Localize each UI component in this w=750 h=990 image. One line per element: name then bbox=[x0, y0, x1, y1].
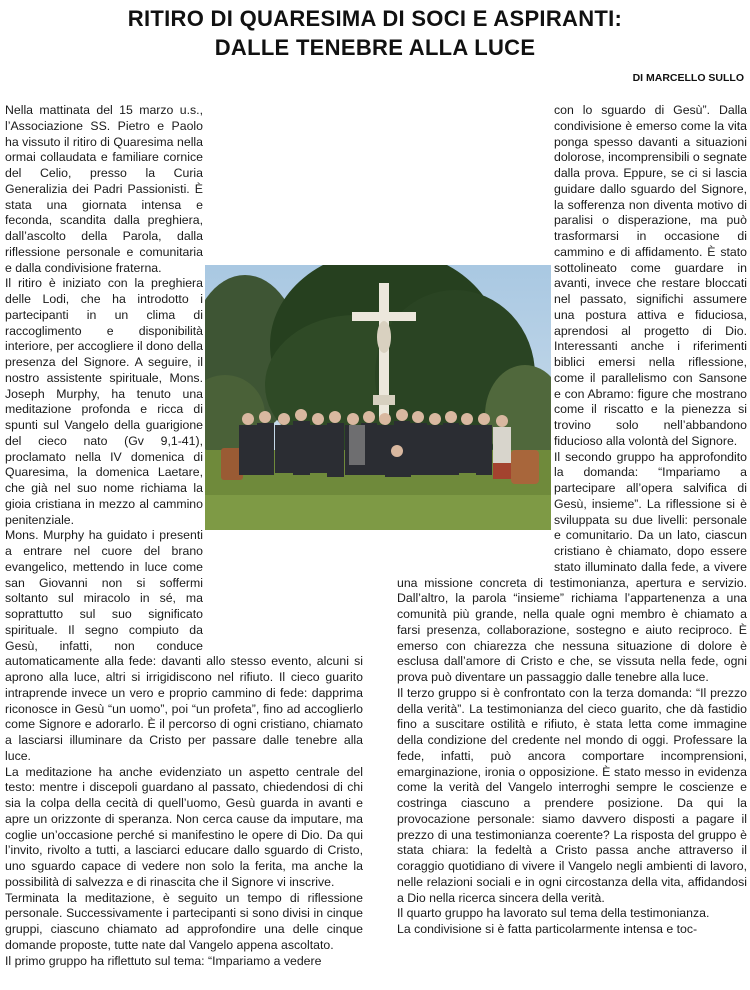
paragraph: Il terzo gruppo si è confrontato con la terza domanda: “Il prezzo della verità”. La testimonianza del cieco guarito, che dà fastidio fino a suscitare ostilità e rifiuto, è stata letta come immagine della condizione del credente nel mondo di oggi. Professare la fede, infatti, può ancora comportare incomprensioni, emarginazione, ironia o opposizione. È stato messo in evidenza come la verità del Vangelo interroghi sempre le coscienze e costringa ciascuno a prendere posizione. Da qui la provocazione personale: siamo davvero disposti a pagare il prezzo di una testimonianza coerente? La risposta del gruppo è stata chiara: la fedeltà a Cristo passa anche attraverso il coraggio quotidiano di vivere il Vangelo negli ambienti di lavoro, nelle relazioni sociali e in ogni circostanza della vita, affidandosi a Dio nella ricerca sincera della verità. bbox=[397, 685, 747, 905]
paragraph: Il ritiro è iniziato con la preghiera delle Lodi, che ha introdotto i partecipanti in un clima di raccoglimento e disponibilità interiore, per accogliere il dono della presenza del Signore. A seguire, il nostro assistente spirituale, Mons. Joseph Murphy, ha tenuto una meditazione profonda e ricca di spunti sul Vangelo della guarigione del cieco nato (Gv 9,1-41), proclamato nella IV domenica di Quaresima, la domenica Laetare, che già nel suo nome richiama la gioia cristiana in mezzo al cammino penitenziale. bbox=[5, 276, 203, 527]
paragraph: Nella mattinata del 15 marzo u.s., l’Associazione SS. Pietro e Paolo ha vissuto il ritiro di Quaresima nella ormai collaudata e familiare cornice del Celio, presso la Curia Generalizia dei Padri Passionisti. È stata una giornata intensa e feconda, scandita dalla preghiera, dall’ascolto della Parola, dalla riflessione personale e comunitaria e dalla condivisione fraterna. bbox=[5, 103, 203, 275]
paragraph: Il quarto gruppo ha lavorato sul tema della testimonianza. bbox=[397, 906, 710, 921]
paragraph: Il primo gruppo ha riflettuto sul tema: “Impariamo a vedere bbox=[5, 953, 322, 968]
paragraph: La meditazione ha anche evidenziato un aspetto centrale del testo: mentre i discepoli guardano al passato, chiedendosi di chi sia la colpa della cecità di quell’uomo, Gesù guarda in avanti e apre un orizzonte di speranza. Non cerca cause da imputare, ma coglie un’occasione perché si manifestino le opere di Dio. Da qui l’invito, rivolto a tutti, a lasciarci educare dallo sguardo di Cristo, uno sguardo capace di vedere non solo la ferita, ma anche la possibilità di salvezza e di rinascita che il Signore vi inscrive. bbox=[5, 764, 363, 889]
group-photo-illustration bbox=[205, 265, 551, 530]
paragraph: Il secondo gruppo ha approfondito la domanda: “Impariamo a partecipare all’opera salvifica di Gesù, insieme”. La riflessione si è sviluppata su due livelli: personale e comunitario. Da un lato, ciascun cristiano è chiamato, dopo essere stato illuminato dalla fede, a vivere una missione concreta di testimonianza, apertura e servizio. Dall’altro, la parola “insieme” richiama l’appartenenza a una comunità più grande, nella quale ogni membro è chiamato a farsi presenza, collaborazione, sostegno e aiuto reciproco. È emerso con chiarezza che nessuna situazione di dolore è esclusa dall’amore di Cristo e che, se vissuta nella fede, ogni prova può diventare un passaggio dalle tenebre alla luce. bbox=[397, 449, 747, 684]
article-title-line-2: DALLE TENEBRE ALLA LUCE bbox=[214, 35, 536, 60]
article-byline: DI MARCELLO SULLO bbox=[632, 72, 744, 84]
left-text-column bbox=[5, 103, 363, 969]
group-photo bbox=[205, 265, 551, 530]
article-title-line-1: RITIRO DI QUARESIMA DI SOCI E ASPIRANTI: bbox=[127, 6, 623, 31]
paragraph: con lo sguardo di Gesù”. Dalla condivisione è emerso come la vita ponga spesso davanti a situazioni dolorose, incomprensibili o segnate dalla prova. Eppure, se ci si lascia guidare dallo sguardo del Signore, la sofferenza non diventa motivo di paralisi o disperazione, ma può trasformarsi in occasione di cammino e di affidamento. È stato sottolineato come guardare in avanti, invece che restare bloccati nel passato, significhi assumere una postura attiva e fiduciosa, aprendosi al progetto di Dio. Interessanti anche i riferimenti biblici emersi nella riflessione, come il parallelismo con Sansone e con Abramo: figure che mostrano come il riscatto e la pienezza si trovino solo nell’abbandono fiducioso alla volontà del Signore. bbox=[554, 103, 747, 448]
paragraph: La condivisione si è fatta particolarmente intensa e toc- bbox=[397, 922, 698, 936]
paragraph: Mons. Murphy ha guidato i presenti a entrare nel cuore del brano evangelico, mettendo in luce come san Giovanni non si soffermi soltanto sul miracolo in sé, ma soprattutto sul suo significato spirituale. Il segno compiuto da Gesù, infatti, non conduce automaticamente alla fede: davanti allo stesso evento, alcuni si aprono alla luce, altri si irrigidiscono nel rifiuto. Il cieco guarito intraprende invece un vero e proprio cammino di fede: dapprima riconosce in Gesù “un uomo”, poi “un profeta”, fino ad accoglierlo come Signore e adorarlo. È il percorso di ogni cristiano, chiamato a lasciarsi illuminare da Cristo per passare dalle tenebre alla luce. bbox=[5, 528, 363, 763]
paragraph: Terminata la meditazione, è seguito un tempo di riflessione personale. Successivamente i partecipanti si sono divisi in cinque gruppi, ciascuno chiamato ad approfondire una delle cinque domande proposte, tutte nate dal Vangelo appena ascoltato. bbox=[5, 890, 363, 952]
